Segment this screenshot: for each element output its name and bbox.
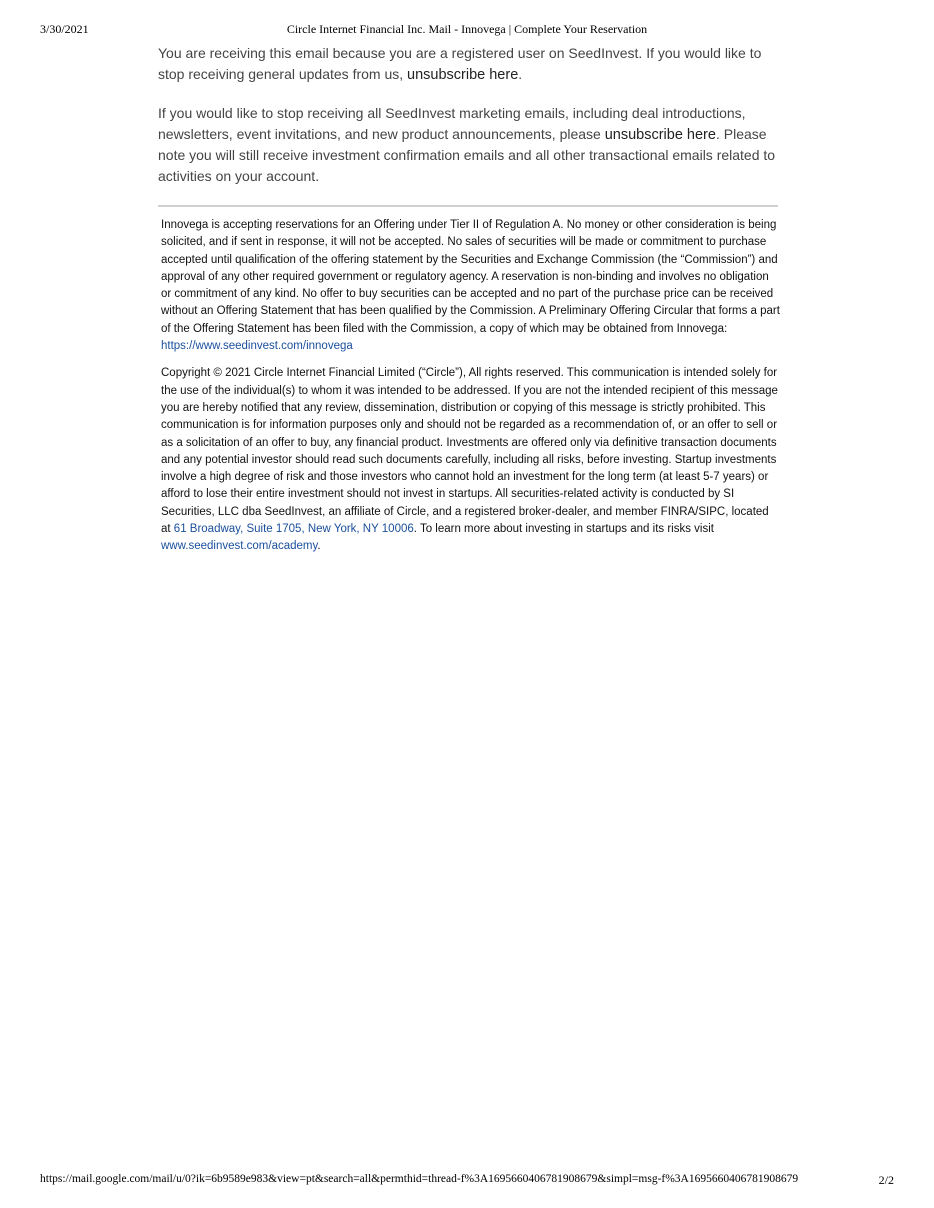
unsubscribe-general-paragraph: You are receiving this email because you are a registered user on SeedInvest. If you would like to stop receiving general updates from us, unsubscribe here. <box>158 45 762 83</box>
print-url: https://mail.google.com/mail/u/0?ik=6b9589e983&view=pt&search=all&permthid=thread-f%3A1695660406781908679&simpl=msg-f%3A1695660406781908679 <box>40 1173 799 1185</box>
offering-disclaimer: Innovega is accepting reservations for an Offering under Tier II of Regulation A. No money or other consideration is being solicited, and if sent in response, it will not be accepted. No sales of securities will be made or commitment to purchase accepted until qualification of the offering statement by the Securities and Exchange Commission (the “Commission”) and approval of any other required government or regulatory agency. A reservation is non-binding and involves no obligation or commitment of any kind. No offer to buy securities can be accepted and no part of the purchase price can be received without an Offering Statement that has been qualified by the Commission. A Preliminary Offering Circular that forms a part of the Offering Statement has been filed with the Commission, a copy of which may be obtained from Innovega: https://www.seedinvest.com/innovega <box>161 219 780 353</box>
legal-section <box>161 217 781 556</box>
print-date: 3/30/2021 <box>40 22 89 36</box>
divider <box>158 205 778 207</box>
print-title: Circle Internet Financial Inc. Mail - Innovega | Complete Your Reservation <box>286 22 648 36</box>
unsubscribe-general-link[interactable]: unsubscribe here <box>407 66 519 83</box>
innovega-link[interactable]: https://www.seedinvest.com/innovega <box>161 340 353 353</box>
address-link[interactable]: 61 Broadway, Suite 1705, New York, NY 10006 <box>173 523 414 536</box>
page-number: 2/2 <box>878 1173 894 1187</box>
unsubscribe-marketing-paragraph: If you would like to stop receiving all SeedInvest marketing emails, including deal introductions, newsletters, event invitations, and new product announcements, please unsubscribe here. Please note you will still receive investment confirmation emails and all other transactional emails related to activities on your account. <box>158 105 776 184</box>
unsubscribe-marketing-link[interactable]: unsubscribe here <box>604 126 716 143</box>
academy-link[interactable]: www.seedinvest.com/academy <box>161 540 318 553</box>
copyright-notice: Copyright © 2021 Circle Internet Financial Limited (“Circle”), All rights reserved. This communication is intended solely for the use of the individual(s) to whom it was intended to be addressed. If you are not the intended recipient of this message you are hereby notified that any review, dissemination, distribution or copying of this message is strictly prohibited. This communication is for information purposes only and should not be regarded as a recommendation of, or an offer to sell or as a solicitation of an offer to buy, any financial product. Investments are offered only via definitive transaction documents and any potential investor should read such documents carefully, including all risks, before investing. Startup investments involve a high degree of risk and those investors who cannot hold an investment for the long term (at least 5-7 years) or afford to lose their entire investment should not invest in startups. All securities-related activity is conducted by SI Securities, LLC dba SeedInvest, an affiliate of Circle, and a registered broker-dealer, and member FINRA/SIPC, located at 61 Broadway, Suite 1705, New York, NY 10006. To learn more about investing in startups and its risks visit www.seedinvest.com/academy. <box>161 367 778 553</box>
email-body <box>158 43 782 556</box>
